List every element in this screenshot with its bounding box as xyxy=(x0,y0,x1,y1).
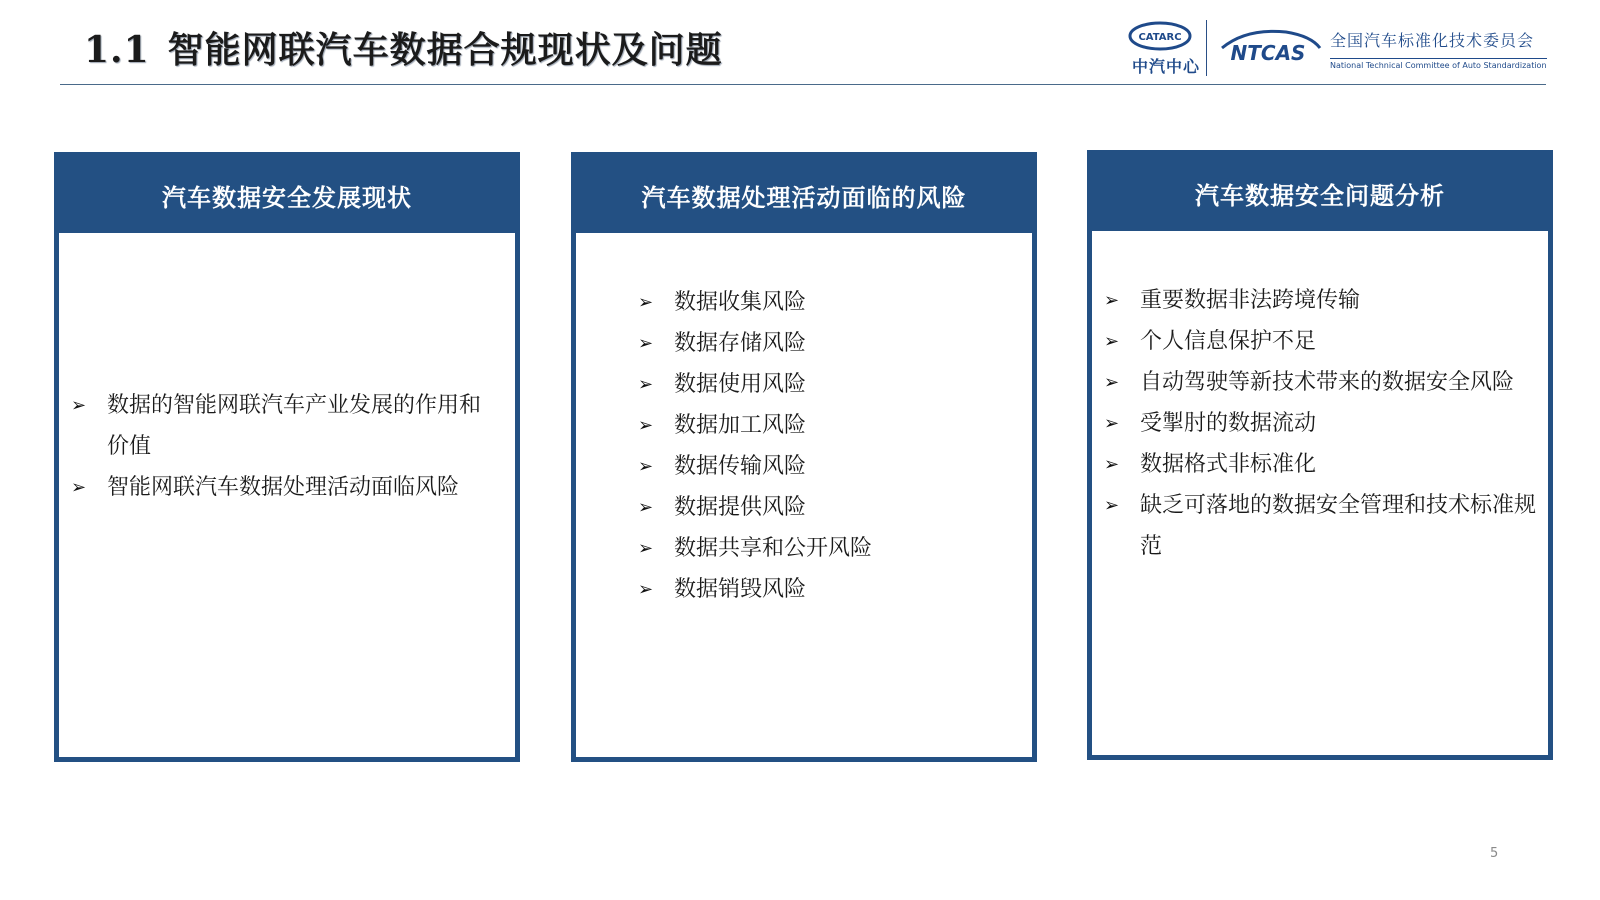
list-item: ➢ 个人信息保护不足 xyxy=(1104,321,1544,362)
section-number: 1.1 xyxy=(84,29,150,71)
list-item: ➢ 数据销毁风险 xyxy=(638,569,998,610)
list-item: ➢ 自动驾驶等新技术带来的数据安全风险 xyxy=(1104,362,1544,403)
ntcas-logo xyxy=(1216,26,1324,66)
list-item: ➢ 数据存储风险 xyxy=(638,323,998,364)
list-item: ➢ 数据收集风险 xyxy=(638,282,998,323)
panel-security-analysis xyxy=(1087,150,1553,760)
arrow-bullet-icon: ➢ xyxy=(1104,413,1120,434)
arrow-bullet-icon: ➢ xyxy=(71,395,87,416)
list-item: ➢ 数据格式非标准化 xyxy=(1104,444,1544,485)
list-item: ➢ 缺乏可落地的数据安全管理和技术标准规范 xyxy=(1104,485,1544,567)
arrow-bullet-icon: ➢ xyxy=(1104,290,1120,311)
list-item: ➢ 重要数据非法跨境传输 xyxy=(1104,280,1544,321)
ntcas-mark-text: NTCAS xyxy=(1230,41,1306,65)
ntcas-name-cn: 全国汽车标准化技术委员会 xyxy=(1330,31,1535,50)
arrow-bullet-icon: ➢ xyxy=(1104,331,1120,352)
list-item: ➢ 数据的智能网联汽车产业发展的作用和价值 xyxy=(71,385,501,467)
header-rule xyxy=(60,84,1546,85)
arrow-bullet-icon: ➢ xyxy=(638,374,654,395)
catarc-name: 中汽中心 xyxy=(1132,57,1201,76)
arrow-bullet-icon: ➢ xyxy=(638,292,654,313)
list-item: ➢ 受掣肘的数据流动 xyxy=(1104,403,1544,444)
arrow-bullet-icon: ➢ xyxy=(638,538,654,559)
list-item: ➢ 智能网联汽车数据处理活动面临风险 xyxy=(71,467,501,508)
page-number: 5 xyxy=(1490,846,1499,861)
list-item: ➢ 数据提供风险 xyxy=(638,487,998,528)
arrow-bullet-icon: ➢ xyxy=(1104,372,1120,393)
panel-list xyxy=(71,385,501,508)
arrow-bullet-icon: ➢ xyxy=(638,497,654,518)
panel-title: 汽车数据安全发展现状 xyxy=(59,157,515,233)
panel-list xyxy=(1104,280,1544,567)
list-item: ➢ 数据传输风险 xyxy=(638,446,998,487)
panel-processing-risks xyxy=(571,152,1037,762)
arrow-bullet-icon: ➢ xyxy=(638,333,654,354)
arrow-bullet-icon: ➢ xyxy=(1104,454,1120,475)
ntcas-name-en: National Technical Committee of Auto Standardization xyxy=(1330,58,1547,70)
list-item: ➢ 数据使用风险 xyxy=(638,364,998,405)
arrow-bullet-icon: ➢ xyxy=(71,477,87,498)
arrow-bullet-icon: ➢ xyxy=(638,415,654,436)
panel-title: 汽车数据安全问题分析 xyxy=(1092,155,1548,231)
panel-development-status xyxy=(54,152,520,762)
list-item: ➢ 数据共享和公开风险 xyxy=(638,528,998,569)
title-text: 智能网联汽车数据合规现状及问题 xyxy=(167,29,723,71)
arrow-bullet-icon: ➢ xyxy=(638,579,654,600)
list-item: ➢ 数据加工风险 xyxy=(638,405,998,446)
panel-list xyxy=(638,282,998,610)
page-title xyxy=(84,22,723,73)
catarc-mark-text: CATARC xyxy=(1138,32,1182,43)
arrow-bullet-icon: ➢ xyxy=(638,456,654,477)
logo-divider xyxy=(1206,20,1207,76)
arrow-bullet-icon: ➢ xyxy=(1104,495,1120,516)
panel-title: 汽车数据处理活动面临的风险 xyxy=(576,157,1032,233)
